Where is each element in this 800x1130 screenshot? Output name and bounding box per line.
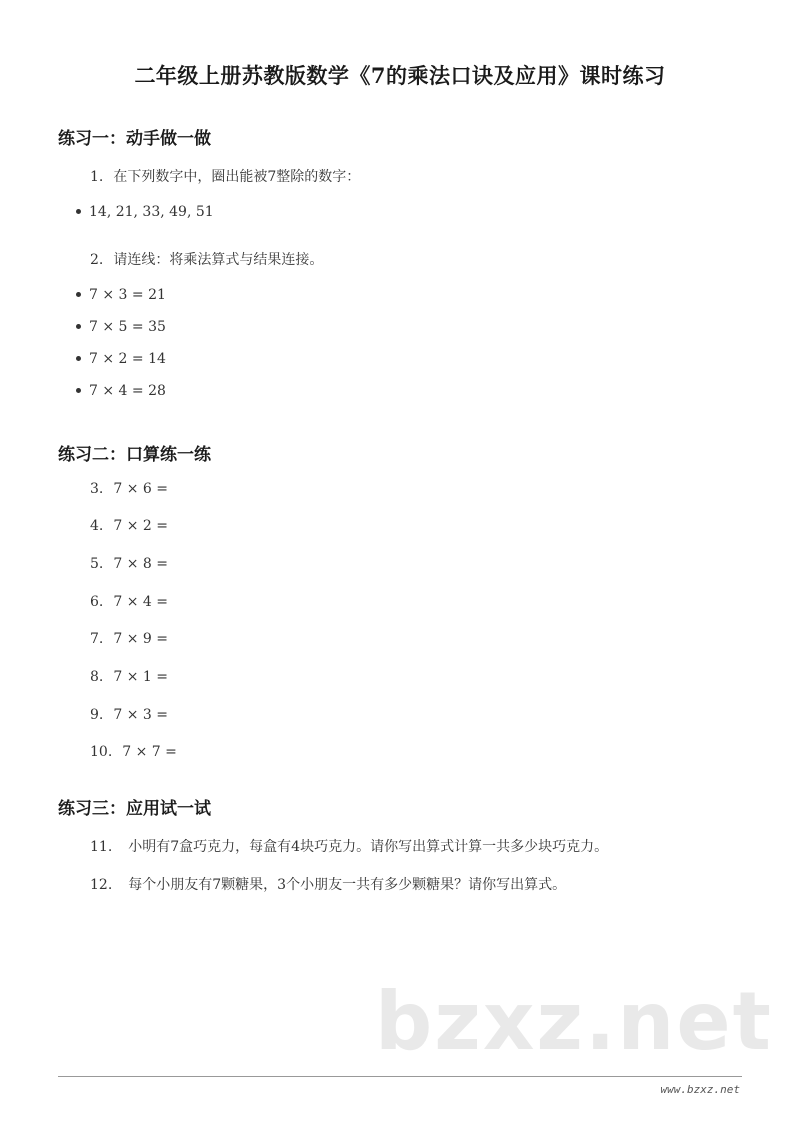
watermark: bzxz.net	[375, 975, 773, 1068]
question-text: 7 × 9 =	[113, 631, 168, 647]
question-text: 7 × 1 =	[113, 669, 168, 685]
question-1	[90, 166, 360, 186]
question-text: 请连线：将乘法算式与结果连接。	[113, 252, 324, 268]
bullet-icon	[76, 292, 81, 297]
question-7	[90, 631, 168, 647]
section-heading-3: 练习三：应用试一试	[58, 799, 211, 819]
question-number: 6.	[90, 594, 104, 610]
list-item	[76, 287, 166, 303]
question-number: 3.	[90, 481, 104, 497]
footer-url: www.bzxz.net	[660, 1083, 740, 1096]
question-number: 4.	[90, 518, 104, 534]
equation: 7 × 5 = 35	[89, 319, 166, 335]
bullet-icon	[76, 388, 81, 393]
question-number: 10.	[90, 744, 113, 760]
question-text: 7 × 8 =	[113, 556, 168, 572]
question-text: 每个小朋友有7颗糖果，3个小朋友一共有多少颗糖果？请你写出算式。	[128, 877, 567, 893]
question-number: 7.	[90, 631, 104, 647]
question-number: 5.	[90, 556, 104, 572]
question-8	[90, 669, 168, 685]
question-5	[90, 556, 168, 572]
list-item	[76, 383, 166, 399]
list-item	[76, 319, 166, 335]
question-number: 2.	[90, 252, 104, 268]
question-3	[90, 481, 168, 497]
question-text: 7 × 2 =	[113, 518, 168, 534]
section-heading-2: 练习二：口算练一练	[58, 445, 211, 465]
footer-divider	[58, 1076, 742, 1077]
question-2	[90, 249, 323, 269]
list-item	[76, 204, 214, 220]
question-number: 12.	[90, 877, 113, 893]
question-number: 11.	[90, 839, 113, 855]
bullet-icon	[76, 356, 81, 361]
section-heading-1: 练习一：动手做一做	[58, 129, 211, 149]
question-text: 在下列数字中，圈出能被7整除的数字：	[113, 169, 361, 185]
question-6	[90, 594, 168, 610]
bullet-icon	[76, 324, 81, 329]
question-number: 1.	[90, 169, 104, 185]
equation: 7 × 2 = 14	[89, 351, 166, 367]
question-text: 小明有7盒巧克力，每盒有4块巧克力。请你写出算式计算一共多少块巧克力。	[128, 839, 609, 855]
question-10	[90, 744, 177, 760]
question-9	[90, 707, 168, 723]
number-list: 14, 21, 33, 49, 51	[89, 204, 214, 220]
page-title: 二年级上册苏教版数学《7的乘法口诀及应用》课时练习	[134, 63, 666, 88]
question-4	[90, 518, 168, 534]
question-text: 7 × 4 =	[113, 594, 168, 610]
question-number: 8.	[90, 669, 104, 685]
bullet-icon	[76, 209, 81, 214]
question-number: 9.	[90, 707, 104, 723]
question-text: 7 × 7 =	[122, 744, 177, 760]
equation: 7 × 3 = 21	[89, 287, 166, 303]
list-item	[76, 351, 166, 367]
question-text: 7 × 6 =	[113, 481, 168, 497]
equation: 7 × 4 = 28	[89, 383, 166, 399]
question-11	[90, 836, 608, 856]
question-text: 7 × 3 =	[113, 707, 168, 723]
question-12	[90, 874, 566, 894]
